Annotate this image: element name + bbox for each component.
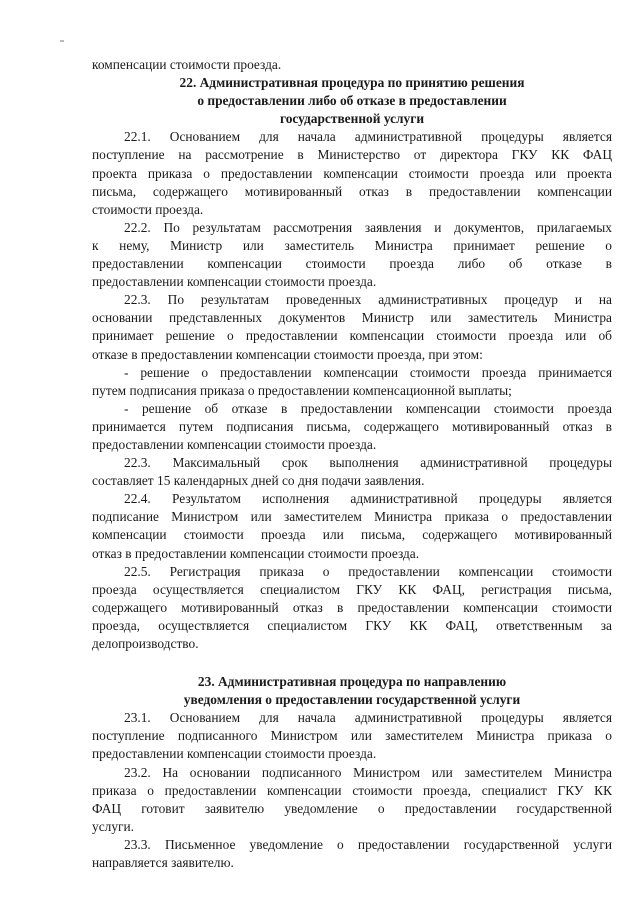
- paragraph-line: поступление подписанного Министром или заместителем Министра приказа о: [92, 728, 612, 744]
- section-heading-line: 22. Административная процедура по принятию решения: [179, 75, 525, 91]
- paragraph-first-line: - решение о предоставлении компенсации стоимости проезда принимается: [124, 364, 612, 380]
- section-heading-line: о предоставлении либо об отказе в предоставлении: [197, 93, 507, 109]
- paragraph-line: компенсации стоимости проезда или письма, содержащего мотивированный: [92, 527, 612, 543]
- paragraph-line: принимается путем подписания письма, содержащего мотивированный отказ в: [92, 418, 612, 434]
- paragraph-line: письма, содержащего мотивированный отказ в предоставлении компенсации: [92, 183, 612, 199]
- paragraph-line: поступление на рассмотрение в Министерство от директора ГКУ КК ФАЦ: [92, 147, 612, 163]
- paragraph-last-line: отказе в предоставлении компенсации стоимости проезда, при этом:: [92, 346, 483, 362]
- paragraph-last-line: предоставлении компенсации стоимости проезда.: [92, 436, 377, 452]
- paragraph-first-line: 22.1. Основанием для начала административной процедуры является: [124, 129, 612, 145]
- paragraph-line: проезда, осуществляется специалистом ГКУ КК ФАЦ, ответственным за: [92, 617, 612, 633]
- section-heading-line: уведомления о предоставлении государственной услуги: [183, 692, 521, 708]
- paragraph-first-line: 23.2. На основании подписанного Министром или заместителем Министра: [124, 764, 612, 780]
- section-heading-line: 23. Административная процедура по направлению: [197, 674, 507, 690]
- paragraph-line: к нему, Министр или заместитель Министра принимает решение о: [92, 237, 612, 253]
- paragraph-last-line: отказ в предоставлении компенсации стоимости проезда.: [92, 545, 420, 561]
- section-gap: [92, 653, 612, 673]
- paragraph-line: предоставлении компенсации стоимости проезда либо об отказе в: [92, 256, 612, 272]
- paragraph-last-line: составляет 15 календарных дней со дня подачи заявления.: [92, 473, 425, 489]
- paragraph-first-line: 23.3. Письменное уведомление о предоставлении государственной услуги: [124, 836, 612, 852]
- paragraph-last-line: услуги.: [92, 818, 135, 834]
- scan-artifact: [60, 40, 64, 42]
- paragraph-line: проезда осуществляется специалистом ГКУ КК ФАЦ, регистрация письма,: [92, 581, 612, 597]
- paragraph-first-line: 23.1. Основанием для начала административной процедуры является: [124, 710, 612, 726]
- paragraph-line: проекта приказа о предоставлении компенсации стоимости проезда или проекта: [92, 165, 612, 181]
- paragraph-first-line: 22.3. Максимальный срок выполнения административной процедуры: [124, 455, 612, 471]
- section-heading-line: государственной услуги: [279, 111, 425, 127]
- paragraph-last-line: компенсации стоимости проезда.: [92, 57, 282, 72]
- paragraph-last-line: предоставлении компенсации стоимости проезда.: [92, 746, 377, 762]
- paragraph-first-line: 22.3. По результатам проведенных административных процедур и на: [124, 292, 612, 308]
- paragraph-line: основании представленных документов Министр или заместитель Министра: [92, 310, 612, 326]
- paragraph-last-line: делопроизводство.: [92, 636, 199, 651]
- paragraph-first-line: - решение об отказе в предоставлении компенсации стоимости проезда: [124, 400, 612, 416]
- document-page: [92, 56, 612, 872]
- paragraph-line: подписание Министром или заместителем Министра приказа о предоставлении: [92, 509, 612, 525]
- paragraph-last-line: направляется заявителю.: [92, 855, 234, 871]
- paragraph-line: принимает решение о предоставлении компенсации стоимости проезда или об: [92, 328, 612, 344]
- paragraph-first-line: 22.5. Регистрация приказа о предоставлении компенсации стоимости: [124, 563, 612, 579]
- paragraph-line: ФАЦ готовит заявителю уведомление о предоставлении государственной: [92, 800, 612, 816]
- paragraph-last-line: путем подписания приказа о предоставлении компенсационной выплаты;: [92, 382, 512, 398]
- paragraph-line: приказа о предоставлении компенсации стоимости проезда, специалист ГКУ КК: [92, 782, 612, 798]
- paragraph-first-line: 22.4. Результатом исполнения административной процедуры является: [124, 491, 612, 507]
- paragraph-first-line: 22.2. По результатам рассмотрения заявления и документов, прилагаемых: [124, 219, 612, 235]
- paragraph-last-line: предоставлении компенсации стоимости проезда.: [92, 274, 377, 290]
- paragraph-line: содержащего мотивированный отказ в предоставлении компенсации стоимости: [92, 599, 612, 615]
- paragraph-last-line: стоимости проезда.: [92, 201, 204, 217]
